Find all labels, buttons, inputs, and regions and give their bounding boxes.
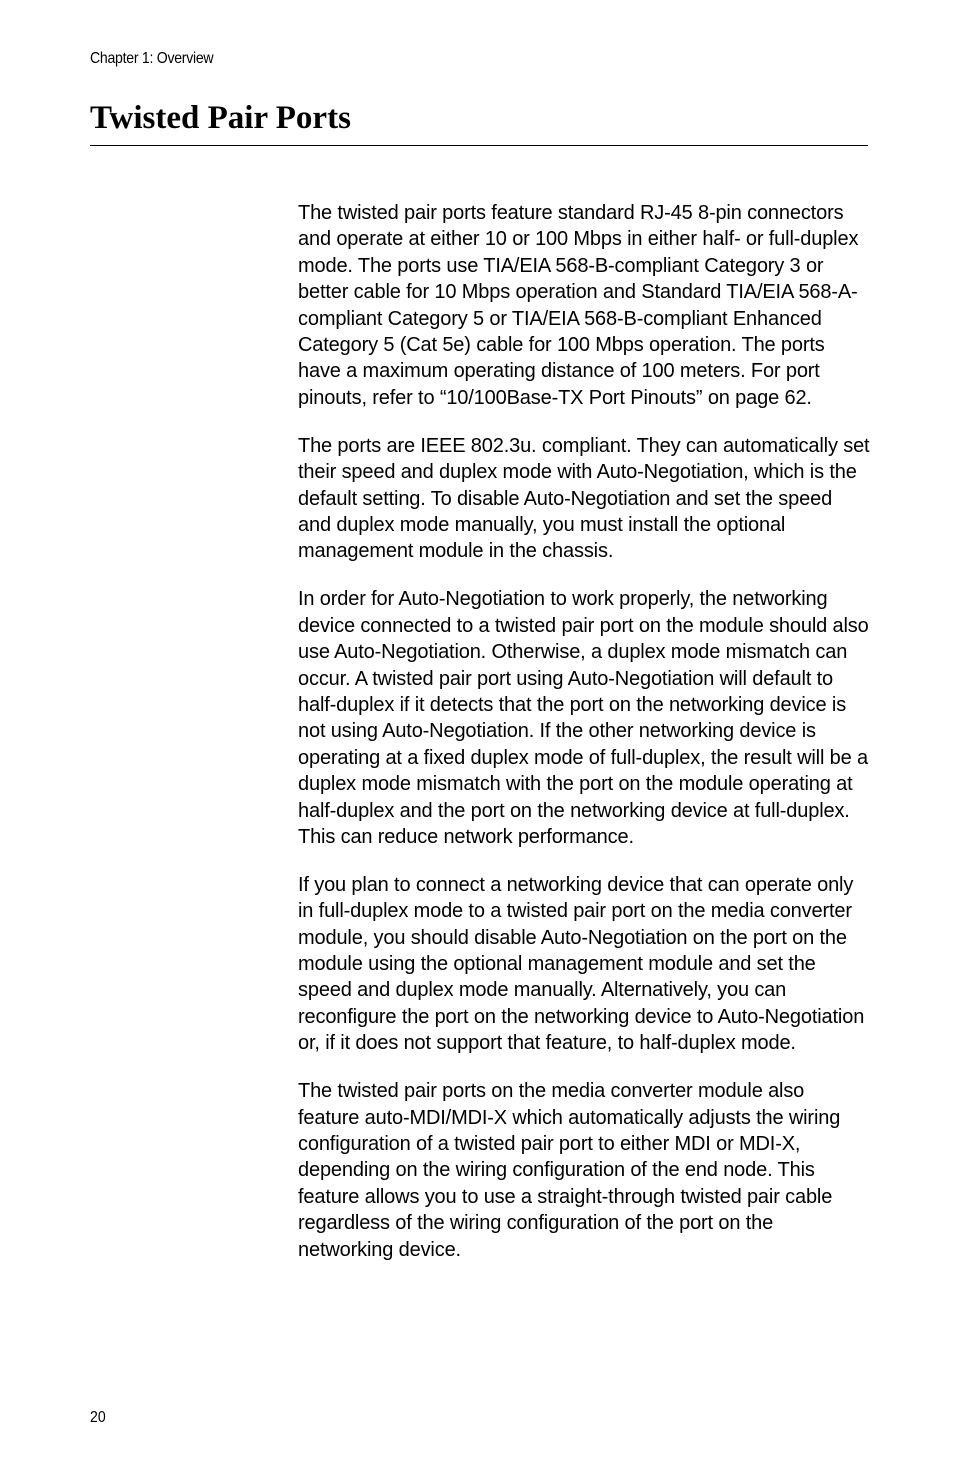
page-number: 20 bbox=[90, 1409, 106, 1426]
title-rule bbox=[90, 145, 868, 146]
body-text bbox=[298, 200, 870, 1285]
running-header: Chapter 1: Overview bbox=[90, 50, 214, 67]
paragraph: The ports are IEEE 802.3u. compliant. They can automatically set their speed and duplex mode with Auto-Negotiation, which is the default setting. To disable Auto-Negotiation and set the speed and duplex mode manually, you must install the optional management module in the chassis. bbox=[298, 434, 870, 563]
paragraph: The twisted pair ports on the media converter module also feature auto-MDI/MDI-X which automatically adjusts the wiring configuration of a twisted pair port to either MDI or MDI-X, depending on the wiring configuration of the end node. This feature allows you to use a straight-through twisted pair cable regardless of the wiring configuration of the port on the networking device. bbox=[298, 1080, 841, 1261]
paragraph: If you plan to connect a networking device that can operate only in full-duplex mode to a twisted pair port on the media converter module, you should disable Auto-Negotiation on the port on the module using the optional management module and set the speed and duplex mode manually. Alternatively, you can reconfigure the port on the networking device to Auto-Negotiation or, if it does not support that feature, to half-duplex mode. bbox=[298, 873, 865, 1055]
paragraph: The twisted pair ports feature standard RJ-45 8-pin connectors and operate at either 10 or 100 Mbps in either half- or full-duplex mode. The ports use TIA/EIA 568-B-compliant Category 3 or better cable for 10 Mbps operation and Standard TIA/EIA 568-A-compliant Category 5 or TIA/EIA 568-B-compliant Enhanced Category 5 (Cat 5e) cable for 100 Mbps operation. The ports have a maximum operating distance of 100 meters. For port pinouts, refer to “10/100Base-TX Port Pinouts” on page 62. bbox=[298, 202, 859, 409]
paragraph: In order for Auto-Negotiation to work properly, the networking device connected to a twisted pair port on the module should also use Auto-Negotiation. Otherwise, a duplex mode mismatch can occur. A twisted pair port using Auto-Negotiation will default to half-duplex if it detects that the port on the networking device is not using Auto-Negotiation. If the other networking device is operating at a fixed duplex mode of full-duplex, the result will be a duplex mode mismatch with the port on the module operating at half-duplex and the port on the networking device at full-duplex. This can reduce network performance. bbox=[298, 588, 869, 848]
section-title: Twisted Pair Ports bbox=[90, 100, 351, 136]
